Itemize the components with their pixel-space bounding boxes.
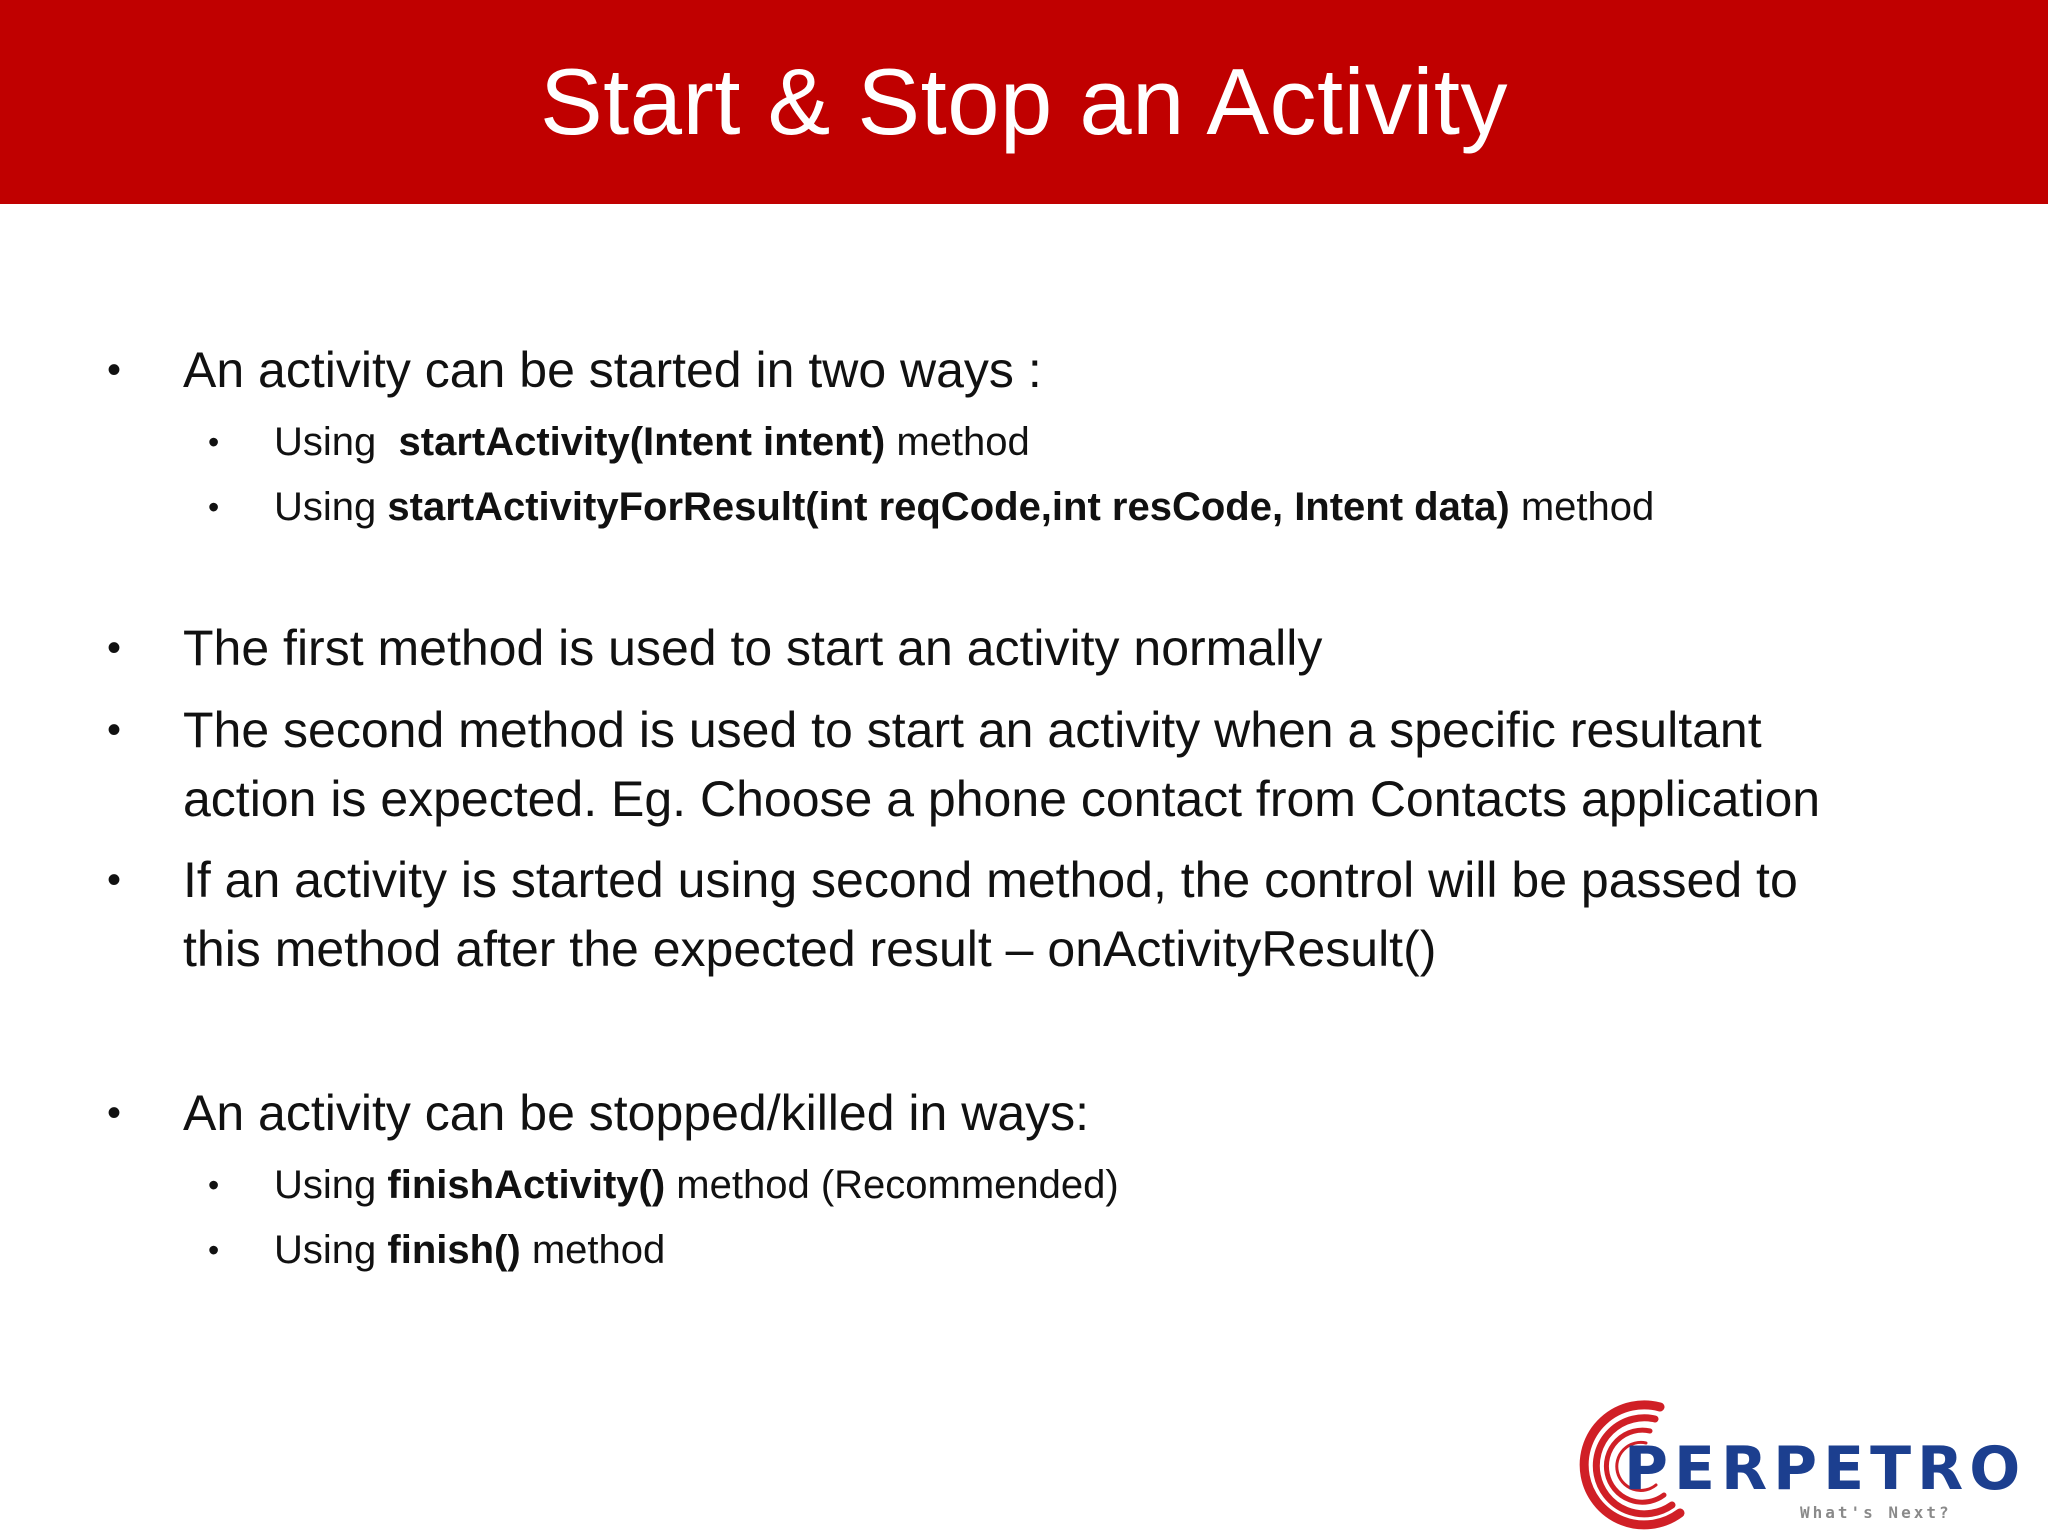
bullet-text-line1: The second method is used to start an activity when a specific resultant bbox=[183, 702, 1762, 758]
perpetro-logo bbox=[1550, 1395, 2030, 1530]
logo-wordmark: PERPETRO bbox=[1624, 1434, 2027, 1504]
method-name: startActivityForResult(int reqCode,int resCode, Intent data) bbox=[387, 485, 1510, 529]
slide-title: Start & Stop an Activity bbox=[539, 49, 1509, 154]
sub-bullet-finishactivity bbox=[208, 1160, 1119, 1210]
bullet-text-line2: action is expected. Eg. Choose a phone contact from Contacts application bbox=[183, 771, 1821, 827]
bullet-dot: • bbox=[208, 489, 220, 525]
bullet-dot: • bbox=[107, 626, 122, 670]
bullet-prefix: Using bbox=[274, 485, 388, 529]
bullet-control-passed-cont bbox=[183, 915, 1436, 983]
bullet-prefix: Using bbox=[274, 1163, 388, 1207]
bullet-dot: • bbox=[107, 858, 122, 902]
method-name: finish() bbox=[387, 1228, 521, 1272]
bullet-dot: • bbox=[107, 1091, 122, 1135]
bullet-suffix: method bbox=[520, 1228, 666, 1272]
bullet-control-passed bbox=[107, 846, 1798, 914]
bullet-dot: • bbox=[208, 1167, 220, 1203]
bullet-dot: • bbox=[107, 708, 122, 752]
method-name: startActivity(Intent intent) bbox=[398, 420, 886, 464]
bullet-dot: • bbox=[107, 348, 122, 392]
bullet-text: An activity can be started in two ways : bbox=[183, 342, 1042, 398]
bullet-second-method-cont bbox=[183, 765, 1820, 833]
bullet-suffix: method bbox=[885, 420, 1030, 464]
bullet-prefix: Using bbox=[274, 1228, 388, 1272]
bullet-start-ways bbox=[107, 336, 1042, 404]
sub-bullet-startactivityforresult bbox=[208, 482, 1655, 532]
bullet-stop-ways bbox=[107, 1079, 1090, 1147]
sub-bullet-finish bbox=[208, 1225, 666, 1275]
bullet-suffix: method bbox=[1509, 485, 1655, 529]
bullet-dot: • bbox=[208, 1232, 220, 1268]
bullet-dot: • bbox=[208, 424, 220, 460]
method-name: finishActivity() bbox=[387, 1163, 666, 1207]
bullet-text-line2: this method after the expected result – onActivityResult() bbox=[183, 921, 1437, 977]
logo-tagline: What's Next? bbox=[1800, 1503, 1952, 1522]
bullet-prefix: Using bbox=[274, 420, 388, 464]
bullet-suffix: method (Recommended) bbox=[665, 1163, 1119, 1207]
bullet-text: An activity can be stopped/killed in ways: bbox=[183, 1085, 1090, 1141]
bullet-text: The first method is used to start an activity normally bbox=[183, 620, 1323, 676]
bullet-text-line1: If an activity is started using second method, the control will be passed to bbox=[183, 852, 1798, 908]
sub-bullet-startactivity bbox=[208, 417, 1030, 467]
bullet-second-method bbox=[107, 696, 1762, 764]
bullet-first-method bbox=[107, 614, 1323, 682]
swirl-logo-icon bbox=[1550, 1395, 2030, 1530]
